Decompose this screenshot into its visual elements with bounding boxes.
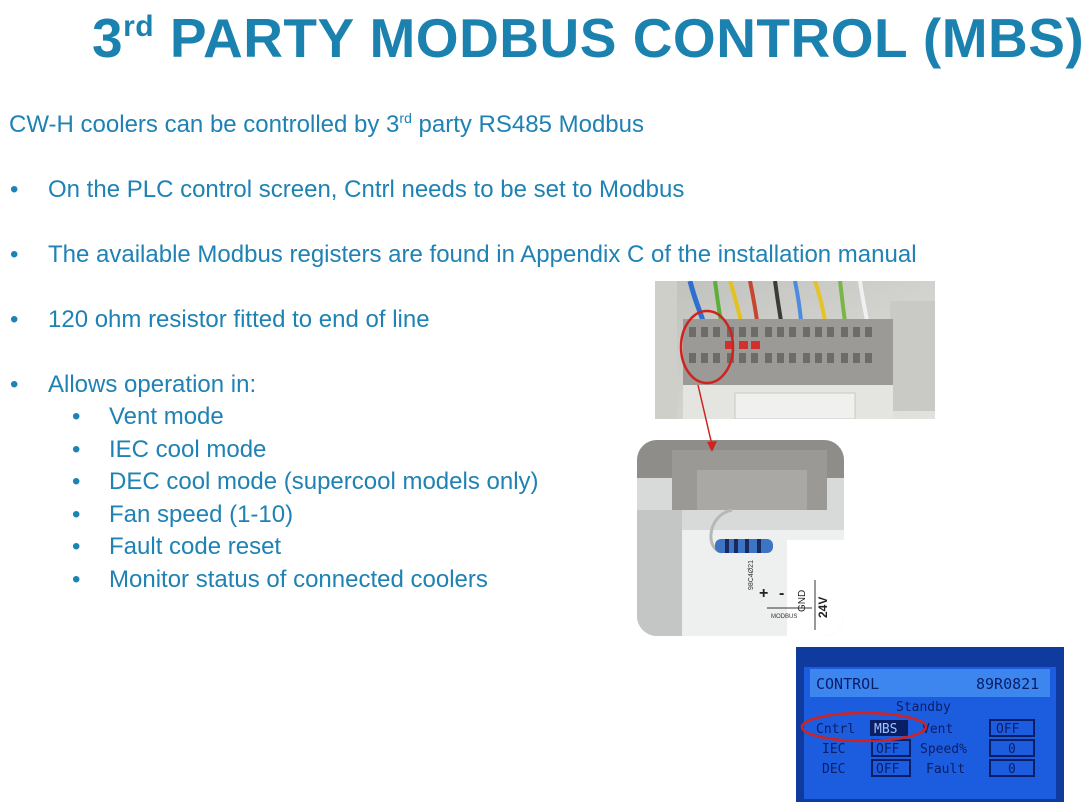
svg-text:OFF: OFF <box>876 742 900 757</box>
bullet-dot: • <box>72 533 81 560</box>
svg-text:MODBUS: MODBUS <box>771 614 798 620</box>
svg-text:OFF: OFF <box>996 722 1020 737</box>
svg-text:MBS: MBS <box>874 722 898 737</box>
bullet-dot: • <box>72 566 81 593</box>
bullet-dot: • <box>72 436 81 463</box>
svg-text:Speed%: Speed% <box>920 742 967 757</box>
svg-text:0: 0 <box>1008 762 1016 777</box>
resistor-closeup-photo <box>637 440 844 636</box>
svg-text:24V: 24V <box>816 596 830 618</box>
svg-text:Cntrl: Cntrl <box>816 722 856 737</box>
bullet-dot: • <box>72 468 81 495</box>
bullet-dot: • <box>10 241 19 268</box>
svg-text:Vent: Vent <box>922 722 954 737</box>
svg-text:89R0821: 89R0821 <box>976 675 1040 693</box>
svg-text:0: 0 <box>1008 742 1016 757</box>
bullet-dot: • <box>72 501 81 528</box>
svg-text:-: - <box>779 585 785 602</box>
bullet-dot: • <box>10 306 19 333</box>
bullet-dot: • <box>10 371 19 398</box>
svg-text:IEC: IEC <box>822 742 846 757</box>
svg-text:OFF: OFF <box>876 762 900 777</box>
intro-text: CW-H coolers can be controlled by 3rd party RS485 Modbus <box>9 110 644 138</box>
plc-screen-photo <box>796 647 1064 802</box>
svg-text:GND: GND <box>797 589 808 612</box>
slide-title: 3rd PARTY MODBUS CONTROL (MBS) <box>92 7 1085 69</box>
bullet-dot: • <box>10 176 19 203</box>
svg-text:+: + <box>759 585 769 602</box>
svg-text:Fault: Fault <box>926 762 966 777</box>
bullet-dot: • <box>72 403 81 430</box>
svg-text:Standby: Standby <box>896 700 951 715</box>
svg-text:98C4Ø21: 98C4Ø21 <box>748 560 755 590</box>
terminal-block-photo <box>655 281 935 419</box>
svg-text:CONTROL: CONTROL <box>816 675 880 693</box>
svg-text:DEC: DEC <box>822 762 846 777</box>
